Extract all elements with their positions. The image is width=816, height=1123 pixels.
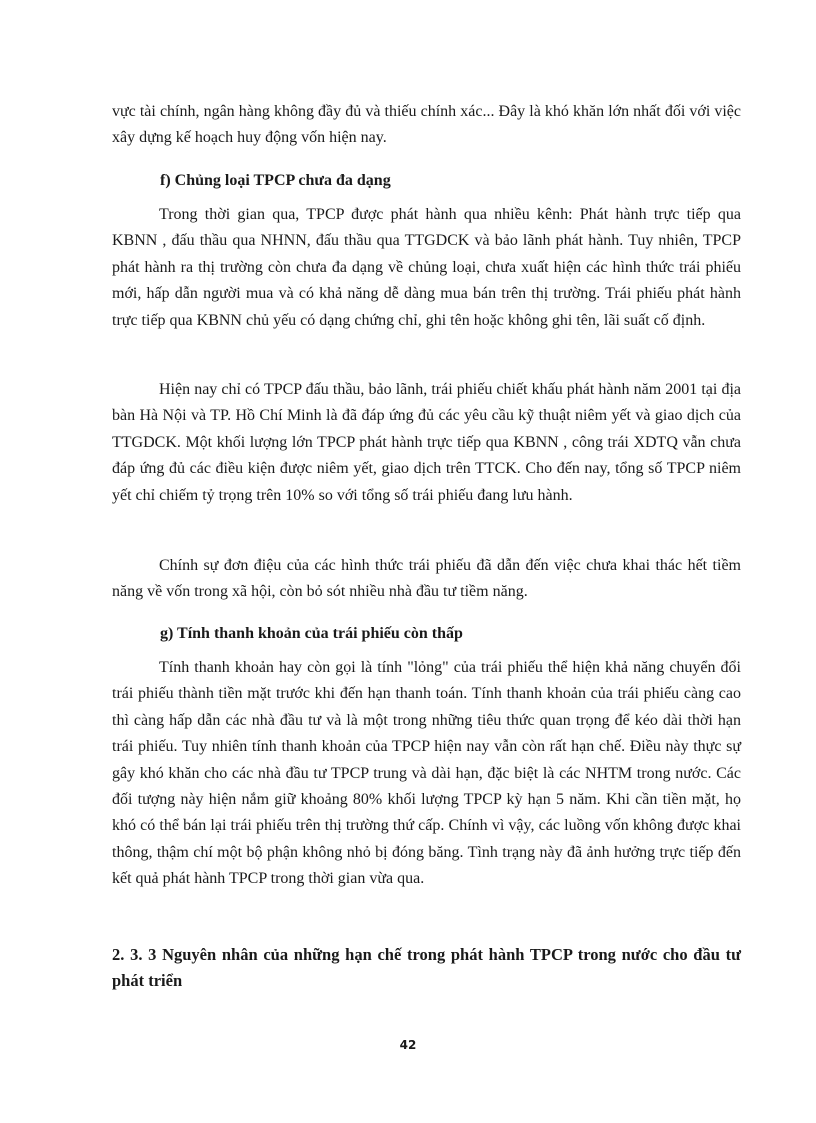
paragraph-issuance-channels: Trong thời gian qua, TPCP được phát hành qua nhiều kênh: Phát hành trực tiếp qua KBNN , đấu thầu qua NHNN, đấu thầu qua TTGDCK và bảo lãnh phát hành. Tuy nhiên, TPCP phát hành ra thị trường còn chưa đa dạng về chủng loại, chưa xuất hiện các hình thức trái phiếu mới, hấp dẫn người mua và có khả năng dễ dàng mua bán trên thị trường. Trái phiếu phát hành trực tiếp qua KBNN chủ yếu có dạng chứng chỉ, ghi tên hoặc không ghi tên, lãi suất cố định. (112, 206, 741, 329)
heading-f: f) Chủng loại TPCP chưa đa dạng (160, 172, 391, 189)
paragraph-liquidity: Tính thanh khoản hay còn gọi là tính "lỏng" của trái phiếu thể hiện khả năng chuyển đổi trái phiếu thành tiền mặt trước khi đến hạn thanh toán. Tính thanh khoản của trái phiếu càng cao thì càng hấp dẫn các nhà đầu tư và là một trong những tiêu thức quan trọng để kéo dài thời hạn trái phiếu. Tuy nhiên tính thanh khoản của TPCP hiện nay vẫn còn rất hạn chế. Điều này thực sự gây khó khăn cho các nhà đầu tư TPCP trung và dài hạn, đặc biệt là các NHTM trong nước. Các đối tượng này hiện nắm giữ khoảng 80% khối lượng TPCP kỳ hạn 5 năm. Khi cần tiền mặt, họ khó có thể bán lại trái phiếu trên thị trường thứ cấp. Chính vì vậy, các luồng vốn không được khai thông, thậm chí một bộ phận không nhỏ bị đóng băng. Tình trạng này đã ảnh hưởng trực tiếp đến kết quả phát hành TPCP trong thời gian vừa qua. (112, 659, 741, 888)
paragraph-listing: Hiện nay chỉ có TPCP đấu thầu, bảo lãnh, trái phiếu chiết khấu phát hành năm 2001 tại địa bàn Hà Nội và TP. Hồ Chí Minh là đã đáp ứng đủ các yêu cầu kỹ thuật niêm yết và giao dịch của TTGDCK. Một khối lượng lớn TPCP phát hành trực tiếp qua KBNN , công trái XDTQ vẫn chưa đáp ứng đủ các điều kiện được niêm yết, giao dịch trên TTCK. Cho đến nay, tổng số TPCP niêm yết chỉ chiếm tỷ trọng trên 10% so với tổng số trái phiếu đang lưu hành. (112, 381, 741, 504)
heading-g: g) Tính thanh khoản của trái phiếu còn thấp (160, 625, 463, 642)
paragraph-monotony: Chính sự đơn điệu của các hình thức trái phiếu đã dẫn đến việc chưa khai thác hết tiềm năng về vốn trong xã hội, còn bỏ sót nhiều nhà đầu tư tiềm năng. (112, 557, 741, 601)
heading-section-2-3-3: 2. 3. 3 Nguyên nhân của những hạn chế trong phát hành TPCP trong nước cho đầu tư phát triển (112, 945, 741, 990)
paragraph-intro: vực tài chính, ngân hàng không đầy đủ và thiếu chính xác... Đây là khó khăn lớn nhất đối với việc xây dựng kế hoạch huy động vốn hiện nay. (112, 103, 741, 147)
page-number: 42 (399, 1038, 417, 1052)
